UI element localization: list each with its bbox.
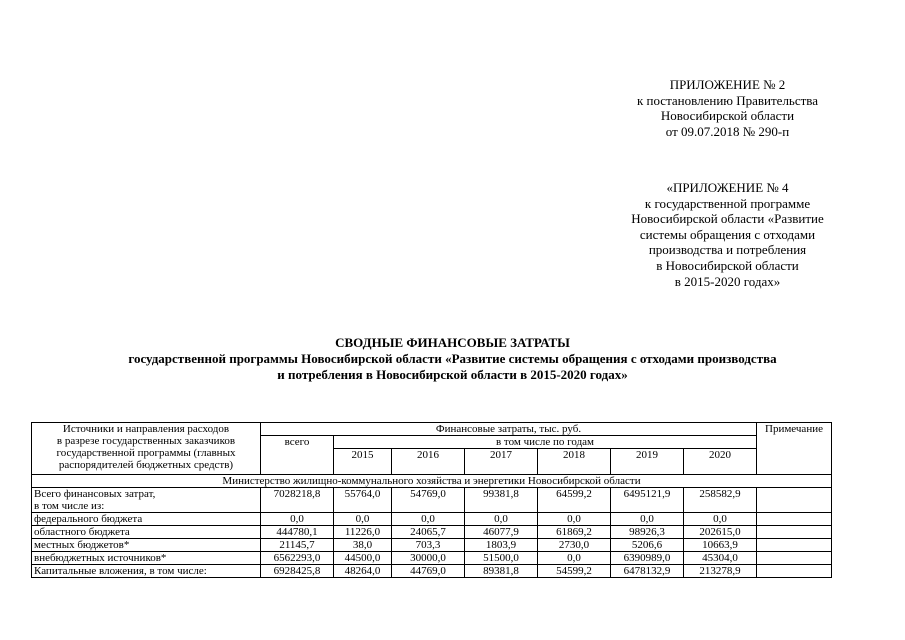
row-value: 44500,0: [334, 552, 392, 565]
appendix-4-line: «ПРИЛОЖЕНИЕ № 4: [666, 180, 789, 195]
row-total: 0,0: [261, 513, 334, 526]
row-value: 258582,9: [684, 488, 757, 513]
table-row: [32, 539, 832, 552]
appendix-4-line: в Новосибирской области: [656, 257, 799, 273]
header-sources-line: государственной программы (главных: [56, 447, 236, 459]
row-note: [757, 488, 832, 513]
title-line-3: и потребления в Новосибирской области в 2015-2020 годах»: [277, 367, 628, 382]
row-value: 24065,7: [392, 526, 465, 539]
title-line-2: государственной программы Новосибирской области «Развитие системы обращения с отходами производства: [128, 351, 777, 366]
row-note: [757, 565, 832, 578]
row-total: 444780,1: [261, 526, 334, 539]
header-sources-line: в разрезе государственных заказчиков: [56, 435, 236, 447]
row-value: 45304,0: [684, 552, 757, 565]
appendix-4-line: производства и потребления: [648, 242, 807, 258]
table-row: [32, 565, 832, 578]
row-value: 44769,0: [392, 565, 465, 578]
row-value: 48264,0: [334, 565, 392, 578]
row-label: [32, 488, 261, 513]
row-label: внебюджетных источников*: [32, 552, 261, 565]
appendix-4-line: системы обращения с отходами: [639, 226, 816, 242]
header-year: 2018: [538, 449, 611, 475]
row-value: 6390989,0: [611, 552, 684, 565]
financial-costs-table: [31, 422, 832, 578]
row-value: 0,0: [611, 513, 684, 526]
row-value: 0,0: [538, 552, 611, 565]
row-value: 89381,8: [465, 565, 538, 578]
header-sources-line: распорядителей бюджетных средств): [58, 459, 234, 471]
header-sources-line: Источники и направления расходов: [62, 423, 230, 435]
table-row: [32, 552, 832, 565]
appendix-4-line: в 2015-2020 годах»: [674, 273, 781, 289]
appendix-2-block: [610, 77, 845, 139]
row-value: 11226,0: [334, 526, 392, 539]
row-value: 703,3: [392, 539, 465, 552]
header-year: 2015: [334, 449, 392, 475]
row-value: 0,0: [465, 513, 538, 526]
row-value: 54769,0: [392, 488, 465, 513]
row-value: 0,0: [538, 513, 611, 526]
row-label: федерального бюджета: [32, 513, 261, 526]
appendix-4-block: [610, 180, 845, 289]
row-value: 2730,0: [538, 539, 611, 552]
row-value: 30000,0: [392, 552, 465, 565]
section-title: Министерство жилищно-коммунального хозяйства и энергетики Новосибирской области: [32, 475, 832, 488]
row-total: 7028218,8: [261, 488, 334, 513]
row-label: местных бюджетов*: [32, 539, 261, 552]
row-label: Капитальные вложения, в том числе:: [32, 565, 261, 578]
row-value: 55764,0: [334, 488, 392, 513]
appendix-2-line: Новосибирской области: [660, 108, 795, 124]
header-year: 2019: [611, 449, 684, 475]
row-total: 6562293,0: [261, 552, 334, 565]
row-value: 0,0: [684, 513, 757, 526]
row-value: 51500,0: [465, 552, 538, 565]
row-value: 0,0: [334, 513, 392, 526]
row-label: областного бюджета: [32, 526, 261, 539]
appendix-2-line: от 09.07.2018 № 290-п: [665, 123, 790, 139]
row-note: [757, 539, 832, 552]
header-sources-cell: [32, 423, 261, 475]
document-title: [40, 335, 865, 383]
section-row: [32, 475, 832, 488]
row-label-line: Всего финансовых затрат,: [34, 488, 156, 500]
header-row-1: [32, 423, 832, 436]
appendix-2-line: к постановлению Правительства: [636, 92, 819, 108]
row-label-line: в том числе из:: [34, 500, 105, 512]
header-year: 2016: [392, 449, 465, 475]
row-value: 0,0: [392, 513, 465, 526]
header-total: всего: [261, 436, 334, 475]
row-value: 10663,9: [684, 539, 757, 552]
header-costs: Финансовые затраты, тыс. руб.: [261, 423, 757, 436]
row-value: 1803,9: [465, 539, 538, 552]
row-total: 6928425,8: [261, 565, 334, 578]
row-value: 5206,6: [611, 539, 684, 552]
row-value: 98926,3: [611, 526, 684, 539]
row-value: 64599,2: [538, 488, 611, 513]
row-value: 213278,9: [684, 565, 757, 578]
header-note: Примечание: [757, 423, 832, 475]
header-year: 2020: [684, 449, 757, 475]
row-value: 46077,9: [465, 526, 538, 539]
table-row: [32, 488, 832, 513]
appendix-2-line: ПРИЛОЖЕНИЕ № 2: [669, 77, 786, 92]
table-row: [32, 526, 832, 539]
row-value: 54599,2: [538, 565, 611, 578]
row-note: [757, 526, 832, 539]
title-line-1: СВОДНЫЕ ФИНАНСОВЫЕ ЗАТРАТЫ: [335, 335, 570, 350]
row-note: [757, 513, 832, 526]
appendix-4-line: Новосибирской области «Развитие: [631, 211, 824, 227]
row-value: 38,0: [334, 539, 392, 552]
header-year: 2017: [465, 449, 538, 475]
appendix-4-line: к государственной программе: [644, 195, 811, 211]
header-by-years: в том числе по годам: [334, 436, 757, 449]
row-total: 21145,7: [261, 539, 334, 552]
table-row: [32, 513, 832, 526]
row-note: [757, 552, 832, 565]
row-value: 99381,8: [465, 488, 538, 513]
row-value: 202615,0: [684, 526, 757, 539]
row-value: 61869,2: [538, 526, 611, 539]
row-value: 6478132,9: [611, 565, 684, 578]
row-value: 6495121,9: [611, 488, 684, 513]
